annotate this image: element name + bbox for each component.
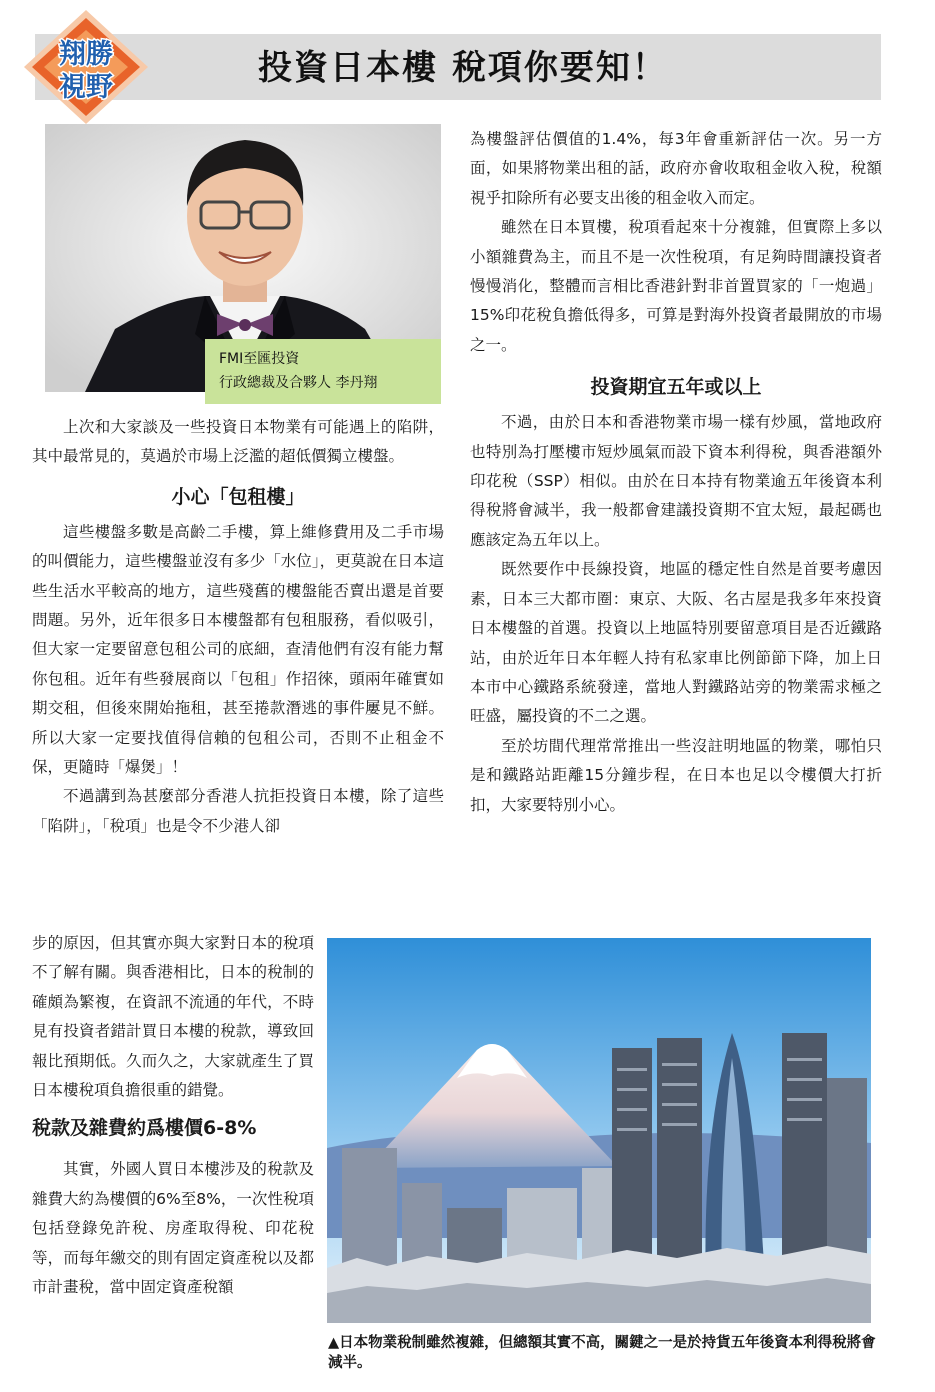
photo-caption: ▲日本物業稅制雖然複雜，但總額其實不高，關鍵之一是於持貨五年後資本利得稅將會減半。	[328, 1335, 876, 1371]
paragraph-intro: 上次和大家談及一些投資日本物業有可能遇上的陷阱，其中最常見的，莫過於市場上泛濫的超低價獨立樓盤。	[32, 418, 444, 466]
subheading-fees: 稅款及雜費約爲樓價6-8%	[32, 1117, 257, 1140]
logo-text-1: 翔勝	[59, 39, 113, 70]
logo-text-2: 視野	[59, 72, 113, 103]
column-left-narrow	[32, 929, 314, 1302]
subheading-holding-period: 投資期宜五年或以上	[590, 376, 762, 399]
headline: 投資日本樓 稅項你要知！	[258, 48, 668, 88]
column-right	[470, 125, 882, 820]
paragraph-lease: 這些樓盤多數是高齡二手樓，算上維修費用及二手市場的叫價能力，這些樓盤並沒有多少「水位」，更莫說在日本這些生活水平較高的地方，這些殘舊的樓盤能否賣出還是首要問題。另外，近年很多日本樓盤都有包租服務，看似吸引，但大家一定要留意包租公司的底細，查清他們有沒有能力幫你包租。近年有些發展商以「包租」作招徠，頭兩年確實如期交租，但後來開始拖租，甚至捲款潛逃的事件屢見不鮮。所以大家一定要找值得信賴的包租公司，否則不止租金不保，更隨時「爆煲」！	[32, 522, 444, 777]
caption-company: FMI至匯投資	[219, 351, 300, 367]
subheading-lease: 小心「包租樓」	[171, 485, 305, 508]
paragraph-warning: 至於坊間代理常常推出一些沒註明地區的物業，哪怕只是和鐵路站距離15分鐘步程，在日本也足以令樓價大打折扣，大家要特別小心。	[470, 736, 882, 814]
paragraph-tax-manageable: 雖然在日本買樓，稅項看起來十分複雜，但實際上多以小額雜費為主，而且不是一次性稅項，有足夠時間讓投資者慢慢消化，整體而言相比香港針對非首置買家的「一炮過」15%印花稅負擔低得多，可算是對海外投資者最開放的市場之一。	[470, 218, 882, 354]
paragraph-tax-cont: 步的原因，但其實亦與大家對日本的稅項不了解有關。與香港相比，日本的稅制的確頗為繁複，在資訊不流通的年代，不時見有投資者錯計買日本樓的稅款，導致回報比預期低。久而久之，大家就產生了買日本樓稅項負擔很重的錯覺。	[32, 934, 314, 1100]
paragraph-capital-gains: 不過，由於日本和香港物業市場一樣有炒風，當地政府也特別為打壓樓市短炒風氣而設下資本利得稅，與香港額外印花稅（SSP）相似。由於在日本持有物業逾五年後資本利得稅將會減半，我一般都會建議投資期不宜太短，最起碼也應該定為五年以上。	[470, 413, 882, 549]
caption-title: 行政總裁及合夥人 李丹翔	[219, 375, 378, 391]
paragraph-location: 既然要作中長線投資，地區的穩定性自然是首要考慮因素，日本三大都市圈：東京、大阪、名古屋是我多年來投資日本樓盤的首選。投資以上地區特別要留意項目是否近鐵路站，由於近年日本年輕人持有私家車比例節節下降，加上日本市中心鐵路系統發達，當地人對鐵路站旁的物業需求極之旺盛，屬投資的不二之選。	[470, 560, 882, 726]
column-logo	[22, 8, 150, 126]
tokyo-skyline-photo	[327, 938, 871, 1323]
skyline-illustration	[327, 938, 871, 1323]
paragraph-fees-cont: 為樓盤評估價值的1.4%，每3年會重新評估一次。另一方面，如果將物業出租的話，政府亦會收取租金收入稅，稅額視乎扣除所有必要支出後的租金收入而定。	[470, 130, 882, 207]
paragraph-tax-intro: 不過講到為甚麼部分香港人抗拒投資日本樓，除了這些「陷阱」，「稅項」也是令不少港人卻	[32, 787, 444, 835]
portrait-caption	[205, 339, 441, 404]
column-left	[32, 413, 444, 841]
paragraph-fees: 其實，外國人買日本樓涉及的稅款及雜費大約為樓價的6%至8%，一次性稅項包括登錄免許稅、房產取得稅、印花稅等，而每年繳交的則有固定資產稅以及都市計畫稅，當中固定資產稅額	[32, 1160, 314, 1297]
